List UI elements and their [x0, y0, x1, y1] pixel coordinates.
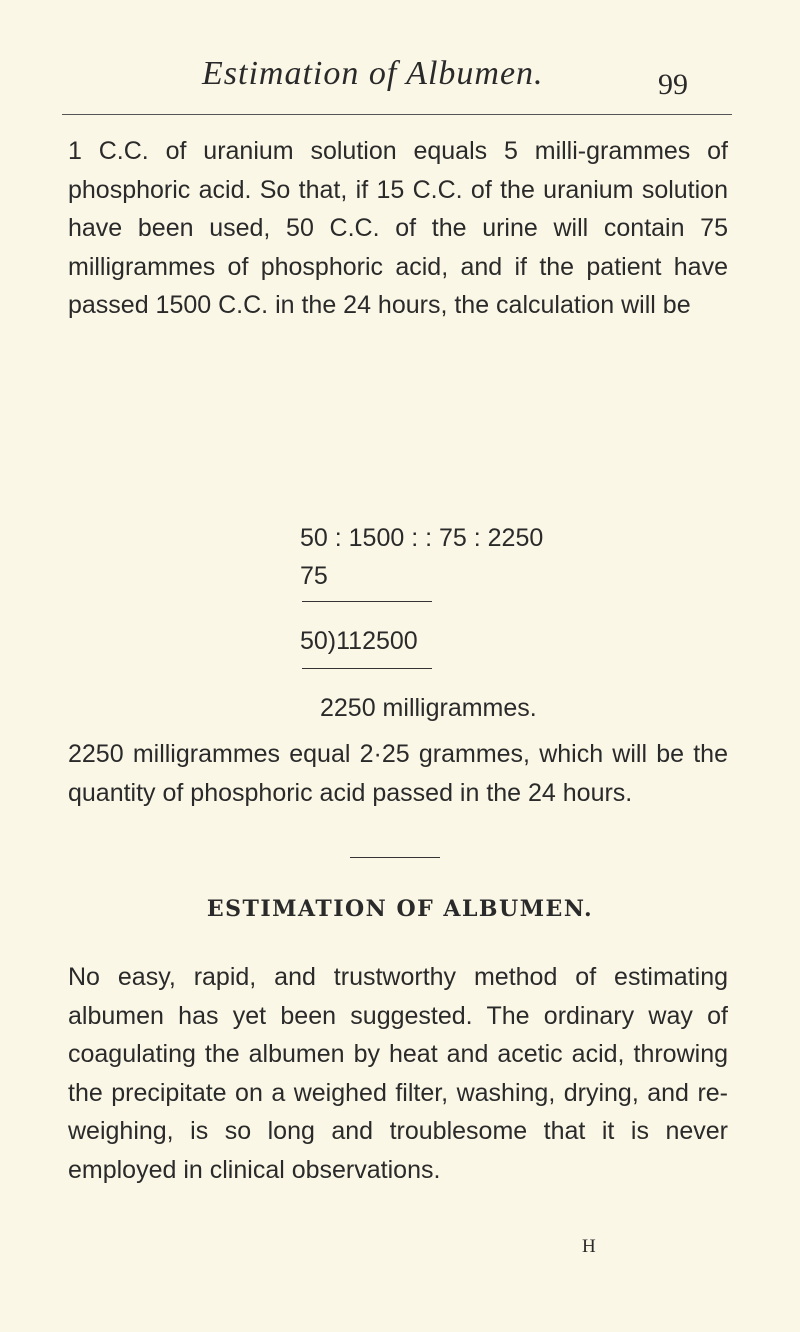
calculation-proportion: 50 : 1500 : : 75 : 2250 — [300, 524, 544, 552]
header-rule — [62, 114, 732, 115]
calculation-rule — [302, 601, 432, 602]
calculation-multiplier: 75 — [300, 562, 328, 590]
signature-mark: H — [582, 1236, 596, 1257]
section-divider — [350, 857, 440, 858]
calculation-rule — [302, 668, 432, 669]
paragraph-result: 2250 milligrammes equal 2·25 grammes, which will be the quantity of phosphoric acid passed in the 24 hours. — [68, 740, 728, 807]
paragraph-albumen: No easy, rapid, and trustworthy method of estimating albumen has yet been suggested. The ordinary way of coagulating the albumen by heat and acetic acid, throwing the precipitate on a weighed filter, washing, drying, and re-weighing, is so long and troublesome that it is never employed in clinical observations. — [68, 963, 728, 1184]
calculation-division: 50)112500 — [300, 627, 418, 655]
paragraph-phosphoric-acid: 1 C.C. of uranium solution equals 5 milli-grammes of phosphoric acid. So that, if 15 C.C. of the uranium solution have been used, 50 C.C. of the urine will contain 75 milligrammes of phosphoric acid, and if the patient have passed 1500 C.C. in the 24 hours, the calculation will be — [68, 137, 728, 320]
section-heading: ESTIMATION OF ALBUMEN. — [206, 896, 594, 922]
calculation-result: 2250 milligrammes. — [320, 694, 537, 722]
page-number: 99 — [658, 68, 688, 101]
running-title: Estimation of Albumen. — [202, 55, 544, 92]
